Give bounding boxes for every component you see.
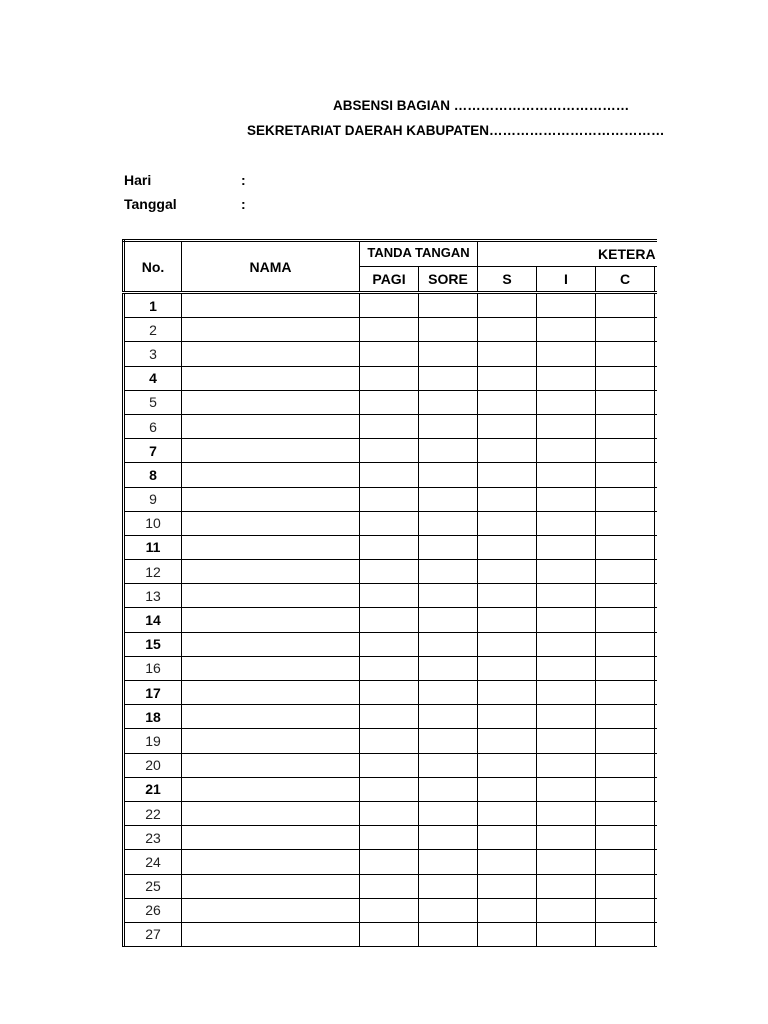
sore-cell[interactable] <box>419 463 478 487</box>
nama-cell[interactable] <box>182 342 360 366</box>
i-cell[interactable] <box>537 390 596 414</box>
c-cell[interactable] <box>596 366 655 390</box>
table-row <box>124 801 658 825</box>
extra-cell[interactable] <box>655 511 658 535</box>
nama-cell[interactable] <box>182 826 360 850</box>
pagi-cell[interactable] <box>360 293 419 318</box>
pagi-cell[interactable] <box>360 535 419 559</box>
table-row <box>124 390 658 414</box>
i-cell[interactable] <box>537 729 596 753</box>
sore-cell[interactable] <box>419 318 478 342</box>
extra-cell[interactable] <box>655 414 658 438</box>
extra-cell[interactable] <box>655 560 658 584</box>
c-cell[interactable] <box>596 801 655 825</box>
extra-cell[interactable] <box>655 705 658 729</box>
attendance-table <box>122 239 657 947</box>
nama-cell[interactable] <box>182 390 360 414</box>
sore-cell[interactable] <box>419 439 478 463</box>
row-number: 9 <box>124 487 182 511</box>
pagi-cell[interactable] <box>360 632 419 656</box>
pagi-cell[interactable] <box>360 826 419 850</box>
s-cell[interactable] <box>478 535 537 559</box>
c-cell[interactable] <box>596 777 655 801</box>
row-number: 23 <box>124 826 182 850</box>
c-cell[interactable] <box>596 705 655 729</box>
row-number: 26 <box>124 898 182 922</box>
i-cell[interactable] <box>537 535 596 559</box>
pagi-cell[interactable] <box>360 463 419 487</box>
s-cell[interactable] <box>478 632 537 656</box>
row-number: 3 <box>124 342 182 366</box>
tanggal-colon: : <box>241 196 246 212</box>
extra-cell[interactable] <box>655 801 658 825</box>
nama-cell[interactable] <box>182 318 360 342</box>
s-cell[interactable] <box>478 366 537 390</box>
table-row <box>124 560 658 584</box>
document-title: ABSENSI BAGIAN ………………………………… <box>333 98 630 113</box>
row-number: 24 <box>124 850 182 874</box>
sore-cell[interactable] <box>419 922 478 947</box>
table-row <box>124 753 658 777</box>
extra-cell[interactable] <box>655 584 658 608</box>
sore-cell[interactable] <box>419 390 478 414</box>
sore-cell[interactable] <box>419 898 478 922</box>
nama-cell[interactable] <box>182 463 360 487</box>
row-number: 12 <box>124 560 182 584</box>
s-cell[interactable] <box>478 898 537 922</box>
c-cell[interactable] <box>596 463 655 487</box>
i-cell[interactable] <box>537 898 596 922</box>
pagi-cell[interactable] <box>360 705 419 729</box>
nama-cell[interactable] <box>182 850 360 874</box>
i-cell[interactable] <box>537 584 596 608</box>
nama-cell[interactable] <box>182 632 360 656</box>
header-i: I <box>537 267 596 293</box>
header-pagi: PAGI <box>360 267 419 293</box>
table-row <box>124 535 658 559</box>
i-cell[interactable] <box>537 826 596 850</box>
pagi-cell[interactable] <box>360 681 419 705</box>
s-cell[interactable] <box>478 922 537 947</box>
nama-cell[interactable] <box>182 535 360 559</box>
extra-cell[interactable] <box>655 656 658 680</box>
sore-cell[interactable] <box>419 826 478 850</box>
c-cell[interactable] <box>596 390 655 414</box>
row-number: 4 <box>124 366 182 390</box>
extra-cell[interactable] <box>655 898 658 922</box>
c-cell[interactable] <box>596 487 655 511</box>
header-sore: SORE <box>419 267 478 293</box>
s-cell[interactable] <box>478 681 537 705</box>
row-number: 13 <box>124 584 182 608</box>
sore-cell[interactable] <box>419 608 478 632</box>
pagi-cell[interactable] <box>360 850 419 874</box>
sore-cell[interactable] <box>419 584 478 608</box>
extra-cell[interactable] <box>655 850 658 874</box>
hari-label: Hari <box>124 172 152 188</box>
nama-cell[interactable] <box>182 511 360 535</box>
i-cell[interactable] <box>537 681 596 705</box>
i-cell[interactable] <box>537 705 596 729</box>
table-row <box>124 777 658 801</box>
table-row <box>124 922 658 947</box>
sore-cell[interactable] <box>419 487 478 511</box>
extra-cell[interactable] <box>655 729 658 753</box>
s-cell[interactable] <box>478 826 537 850</box>
pagi-cell[interactable] <box>360 898 419 922</box>
nama-cell[interactable] <box>182 922 360 947</box>
table-row <box>124 439 658 463</box>
i-cell[interactable] <box>537 342 596 366</box>
i-cell[interactable] <box>537 487 596 511</box>
i-cell[interactable] <box>537 922 596 947</box>
s-cell[interactable] <box>478 463 537 487</box>
i-cell[interactable] <box>537 293 596 318</box>
row-number: 15 <box>124 632 182 656</box>
i-cell[interactable] <box>537 656 596 680</box>
c-cell[interactable] <box>596 293 655 318</box>
sore-cell[interactable] <box>419 656 478 680</box>
s-cell[interactable] <box>478 729 537 753</box>
row-number: 22 <box>124 801 182 825</box>
s-cell[interactable] <box>478 801 537 825</box>
nama-cell[interactable] <box>182 874 360 898</box>
row-number: 19 <box>124 729 182 753</box>
i-cell[interactable] <box>537 753 596 777</box>
row-number: 7 <box>124 439 182 463</box>
nama-cell[interactable] <box>182 705 360 729</box>
nama-cell[interactable] <box>182 753 360 777</box>
nama-cell[interactable] <box>182 681 360 705</box>
table-row <box>124 632 658 656</box>
i-cell[interactable] <box>537 318 596 342</box>
s-cell[interactable] <box>478 705 537 729</box>
header-s: S <box>478 267 537 293</box>
pagi-cell[interactable] <box>360 390 419 414</box>
s-cell[interactable] <box>478 656 537 680</box>
sore-cell[interactable] <box>419 753 478 777</box>
sore-cell[interactable] <box>419 560 478 584</box>
row-number: 8 <box>124 463 182 487</box>
table-row <box>124 584 658 608</box>
hari-colon: : <box>241 172 246 188</box>
c-cell[interactable] <box>596 874 655 898</box>
row-number: 14 <box>124 608 182 632</box>
s-cell[interactable] <box>478 511 537 535</box>
extra-cell[interactable] <box>655 318 658 342</box>
header-tanda-tangan-label: TANDA TANGAN <box>367 245 470 260</box>
sore-cell[interactable] <box>419 777 478 801</box>
s-cell[interactable] <box>478 487 537 511</box>
s-cell[interactable] <box>478 342 537 366</box>
table-row <box>124 705 658 729</box>
sore-cell[interactable] <box>419 511 478 535</box>
i-cell[interactable] <box>537 608 596 632</box>
i-cell[interactable] <box>537 560 596 584</box>
row-number: 10 <box>124 511 182 535</box>
extra-cell[interactable] <box>655 608 658 632</box>
table-row <box>124 511 658 535</box>
header-keterangan-label: KETERA <box>598 246 656 262</box>
header-keterangan <box>478 241 658 267</box>
table-row <box>124 729 658 753</box>
extra-cell[interactable] <box>655 632 658 656</box>
nama-cell[interactable] <box>182 439 360 463</box>
header-tanda-tangan <box>360 241 478 267</box>
row-number: 1 <box>124 293 182 318</box>
nama-cell[interactable] <box>182 608 360 632</box>
s-cell[interactable] <box>478 293 537 318</box>
extra-cell[interactable] <box>655 439 658 463</box>
i-cell[interactable] <box>537 777 596 801</box>
table-row <box>124 318 658 342</box>
extra-cell[interactable] <box>655 463 658 487</box>
table-row <box>124 414 658 438</box>
pagi-cell[interactable] <box>360 487 419 511</box>
nama-cell[interactable] <box>182 414 360 438</box>
pagi-cell[interactable] <box>360 439 419 463</box>
sore-cell[interactable] <box>419 850 478 874</box>
c-cell[interactable] <box>596 681 655 705</box>
row-number: 16 <box>124 656 182 680</box>
c-cell[interactable] <box>596 753 655 777</box>
extra-cell[interactable] <box>655 487 658 511</box>
nama-cell[interactable] <box>182 777 360 801</box>
nama-cell[interactable] <box>182 293 360 318</box>
extra-cell[interactable] <box>655 753 658 777</box>
c-cell[interactable] <box>596 342 655 366</box>
i-cell[interactable] <box>537 874 596 898</box>
nama-cell[interactable] <box>182 656 360 680</box>
table-row <box>124 898 658 922</box>
row-number: 21 <box>124 777 182 801</box>
sore-cell[interactable] <box>419 293 478 318</box>
pagi-cell[interactable] <box>360 414 419 438</box>
extra-cell[interactable] <box>655 681 658 705</box>
pagi-cell[interactable] <box>360 753 419 777</box>
extra-cell[interactable] <box>655 293 658 318</box>
sore-cell[interactable] <box>419 874 478 898</box>
sore-cell[interactable] <box>419 632 478 656</box>
c-cell[interactable] <box>596 729 655 753</box>
pagi-cell[interactable] <box>360 922 419 947</box>
extra-cell[interactable] <box>655 390 658 414</box>
row-number: 5 <box>124 390 182 414</box>
extra-cell[interactable] <box>655 535 658 559</box>
sore-cell[interactable] <box>419 366 478 390</box>
row-number: 17 <box>124 681 182 705</box>
sore-cell[interactable] <box>419 342 478 366</box>
pagi-cell[interactable] <box>360 874 419 898</box>
extra-cell[interactable] <box>655 922 658 947</box>
s-cell[interactable] <box>478 753 537 777</box>
table-row <box>124 826 658 850</box>
s-cell[interactable] <box>478 608 537 632</box>
table-row <box>124 608 658 632</box>
row-number: 25 <box>124 874 182 898</box>
c-cell[interactable] <box>596 826 655 850</box>
tanggal-label: Tanggal <box>124 196 177 212</box>
extra-cell[interactable] <box>655 342 658 366</box>
pagi-cell[interactable] <box>360 511 419 535</box>
nama-cell[interactable] <box>182 898 360 922</box>
table-row <box>124 487 658 511</box>
s-cell[interactable] <box>478 560 537 584</box>
row-number: 6 <box>124 414 182 438</box>
table-row <box>124 850 658 874</box>
c-cell[interactable] <box>596 511 655 535</box>
c-cell[interactable] <box>596 922 655 947</box>
nama-cell[interactable] <box>182 729 360 753</box>
table-row <box>124 874 658 898</box>
pagi-cell[interactable] <box>360 342 419 366</box>
header-nama: NAMA <box>182 241 360 293</box>
s-cell[interactable] <box>478 318 537 342</box>
pagi-cell[interactable] <box>360 608 419 632</box>
header-c: C <box>596 267 655 293</box>
s-cell[interactable] <box>478 390 537 414</box>
i-cell[interactable] <box>537 511 596 535</box>
i-cell[interactable] <box>537 414 596 438</box>
pagi-cell[interactable] <box>360 318 419 342</box>
extra-cell[interactable] <box>655 777 658 801</box>
row-number: 2 <box>124 318 182 342</box>
i-cell[interactable] <box>537 632 596 656</box>
header-no: No. <box>124 241 182 293</box>
sore-cell[interactable] <box>419 681 478 705</box>
nama-cell[interactable] <box>182 801 360 825</box>
row-number: 27 <box>124 922 182 947</box>
pagi-cell[interactable] <box>360 584 419 608</box>
nama-cell[interactable] <box>182 584 360 608</box>
pagi-cell[interactable] <box>360 560 419 584</box>
c-cell[interactable] <box>596 608 655 632</box>
nama-cell[interactable] <box>182 487 360 511</box>
document-subtitle: SEKRETARIAT DAERAH KABUPATEN………………………………… <box>247 123 665 138</box>
c-cell[interactable] <box>596 535 655 559</box>
c-cell[interactable] <box>596 850 655 874</box>
sore-cell[interactable] <box>419 535 478 559</box>
sore-cell[interactable] <box>419 729 478 753</box>
extra-cell[interactable] <box>655 826 658 850</box>
attendance-table-container <box>122 239 657 947</box>
row-number: 18 <box>124 705 182 729</box>
extra-cell[interactable] <box>655 366 658 390</box>
c-cell[interactable] <box>596 584 655 608</box>
c-cell[interactable] <box>596 632 655 656</box>
table-row <box>124 366 658 390</box>
pagi-cell[interactable] <box>360 777 419 801</box>
c-cell[interactable] <box>596 414 655 438</box>
table-row <box>124 463 658 487</box>
nama-cell[interactable] <box>182 560 360 584</box>
i-cell[interactable] <box>537 850 596 874</box>
extra-cell[interactable] <box>655 874 658 898</box>
row-number: 11 <box>124 535 182 559</box>
s-cell[interactable] <box>478 874 537 898</box>
c-cell[interactable] <box>596 656 655 680</box>
s-cell[interactable] <box>478 439 537 463</box>
s-cell[interactable] <box>478 584 537 608</box>
sore-cell[interactable] <box>419 414 478 438</box>
i-cell[interactable] <box>537 801 596 825</box>
i-cell[interactable] <box>537 439 596 463</box>
sore-cell[interactable] <box>419 801 478 825</box>
c-cell[interactable] <box>596 560 655 584</box>
s-cell[interactable] <box>478 414 537 438</box>
c-cell[interactable] <box>596 898 655 922</box>
row-number: 20 <box>124 753 182 777</box>
header-extra <box>655 267 658 293</box>
table-row <box>124 342 658 366</box>
sore-cell[interactable] <box>419 705 478 729</box>
pagi-cell[interactable] <box>360 801 419 825</box>
table-row <box>124 656 658 680</box>
nama-cell[interactable] <box>182 366 360 390</box>
attendance-rows <box>124 293 658 948</box>
c-cell[interactable] <box>596 439 655 463</box>
pagi-cell[interactable] <box>360 656 419 680</box>
i-cell[interactable] <box>537 366 596 390</box>
table-row <box>124 293 658 318</box>
table-row <box>124 681 658 705</box>
c-cell[interactable] <box>596 318 655 342</box>
i-cell[interactable] <box>537 463 596 487</box>
pagi-cell[interactable] <box>360 366 419 390</box>
s-cell[interactable] <box>478 850 537 874</box>
s-cell[interactable] <box>478 777 537 801</box>
pagi-cell[interactable] <box>360 729 419 753</box>
